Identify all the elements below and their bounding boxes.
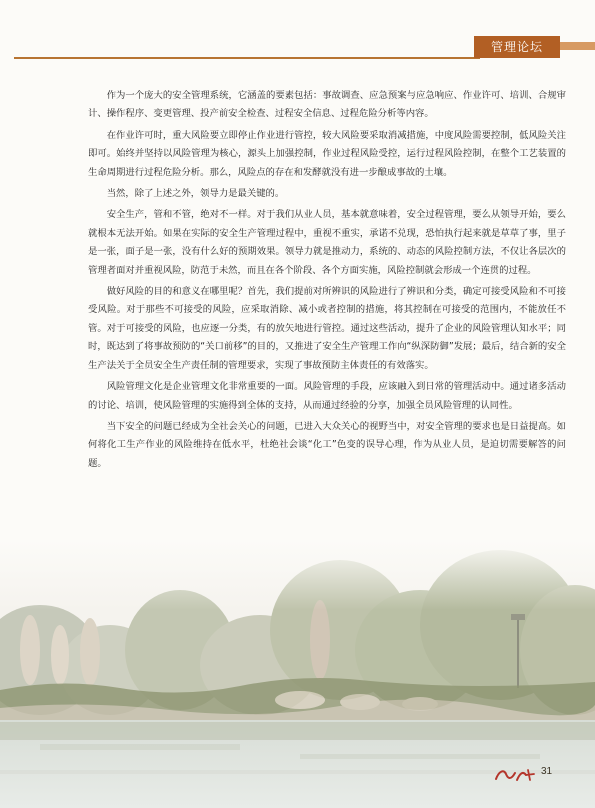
article-paragraph: 在作业许可时，重大风险要立即停止作业进行管控，较大风险要采取消减措施，中度风险需要控制，低风险关注即可。始终并坚持以风险管理为核心，源头上加强控制，作业过程风险受控，运行过程风险控制，在整个工艺装置的生命周期进行过程危险分析。那么，风险点的存在和发酵就没有进一步酿成事故的土壤。 bbox=[88, 129, 566, 178]
article-paragraph: 当然，除了上述之外，领导力是最关键的。 bbox=[106, 188, 285, 200]
article-paragraph: 安全生产，管和不管，绝对不一样。对于我们从业人员，基本就意味着，安全过程管理，要么从领导开始，要么就根本无法开始。如果在实际的安全生产管理过程中，重视不重实，承诺不兑现，恐怕执行起来就是草草了事，里子是一张，面子是一张，没有什么好的预期效果。领导力就是推动力，系统的、动态的风险控制方法，不仅让各层次的管理者面对并重视风险，防范于未然，而且在各个阶段、各个方面实施，风险控制就会形成一个连贯的过程。 bbox=[88, 209, 566, 276]
header-rule bbox=[14, 57, 480, 59]
section-tag: 管理论坛 bbox=[474, 36, 560, 58]
article-paragraph: 当下安全的问题已经成为全社会关心的问题，已进入大众关心的视野当中，对安全管理的要求也是日益提高。如何将化工生产作业的风险维持在低水平，杜绝社会谈“化工”色变的误导心理，作为从业人员，是迫切需要解答的问题。 bbox=[88, 420, 566, 469]
article-paragraph: 作为一个庞大的安全管理系统，它涵盖的要素包括：事故调查、应急预案与应急响应、作业许可、培训、合规审计、操作程序、变更管理、投产前安全检查、过程安全信息、过程危险分析等内容。 bbox=[88, 90, 566, 120]
article-paragraph: 风险管理文化是企业管理文化非常重要的一面。风险管理的手段，应该融入到日常的管理活动中。通过诸多活动的讨论、培训，使风险管理的实施得到全体的支持，从而通过经验的分享，加强全员风险管理的认同性。 bbox=[88, 381, 566, 411]
article-paragraph: 做好风险的目的和意义在哪里呢？首先，我们提前对所辨识的风险进行了辨识和分类，确定可接受风险和不可接受风险。对于那些不可接受的风险，应采取消除、减小或者控制的措施，将其控制在可接受的范围内，不能放任不管。对于可接受的风险，也应逐一分类，有的放矢地进行管控。通过这些活动，提升了企业的风险管理认知水平；同时，既达到了将事故预防的“关口前移”的目的，又推进了安全生产管理工作向“纵深防御”发展；最后，结合新的安全生产法关于全员安全生产责任制的管理要求，实现了事故预防主体责任的有效落实。 bbox=[88, 286, 566, 371]
magazine-calligraphy-logo bbox=[493, 764, 537, 786]
section-tag-tail bbox=[560, 42, 595, 50]
article-body bbox=[88, 87, 566, 476]
page-number: 31 bbox=[541, 766, 553, 777]
